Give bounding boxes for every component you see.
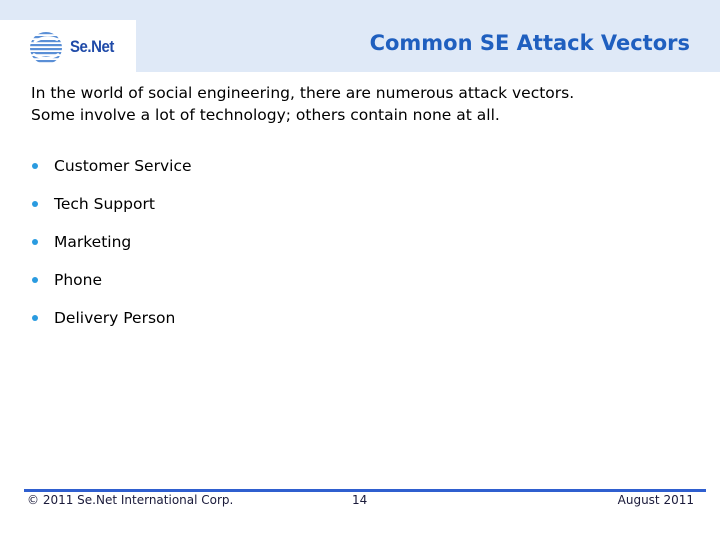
footer-page-number: 14 [352,493,368,507]
intro-line-2: Some involve a lot of technology; others contain none at all. [31,106,500,124]
company-logo [28,28,128,68]
bullet-icon [32,315,38,321]
list-item [31,155,192,193]
list-item-label: Delivery Person [54,309,176,327]
header-top-strip [0,0,720,20]
list-item [31,231,192,269]
list-item [31,193,192,231]
list-item-label: Phone [54,271,103,289]
slide-title: Common SE Attack Vectors [369,31,690,55]
attack-vector-list [31,155,192,345]
bullet-icon [32,239,38,245]
bullet-icon [32,277,38,283]
list-item-label: Marketing [54,233,132,251]
bullet-icon [32,163,38,169]
bullet-icon [32,201,38,207]
footer-divider [24,489,706,492]
list-item [31,269,192,307]
logo-text: Se.Net [70,37,114,56]
list-item [31,307,192,345]
list-item-label: Customer Service [54,157,192,175]
list-item-label: Tech Support [54,195,155,213]
footer-date: August 2011 [617,493,694,507]
intro-line-1: In the world of social engineering, there are numerous attack vectors. [31,84,575,102]
footer-copyright: © 2011 Se.Net International Corp. [27,493,234,507]
logo-globe-icon [28,28,68,68]
intro-paragraph [31,82,701,126]
